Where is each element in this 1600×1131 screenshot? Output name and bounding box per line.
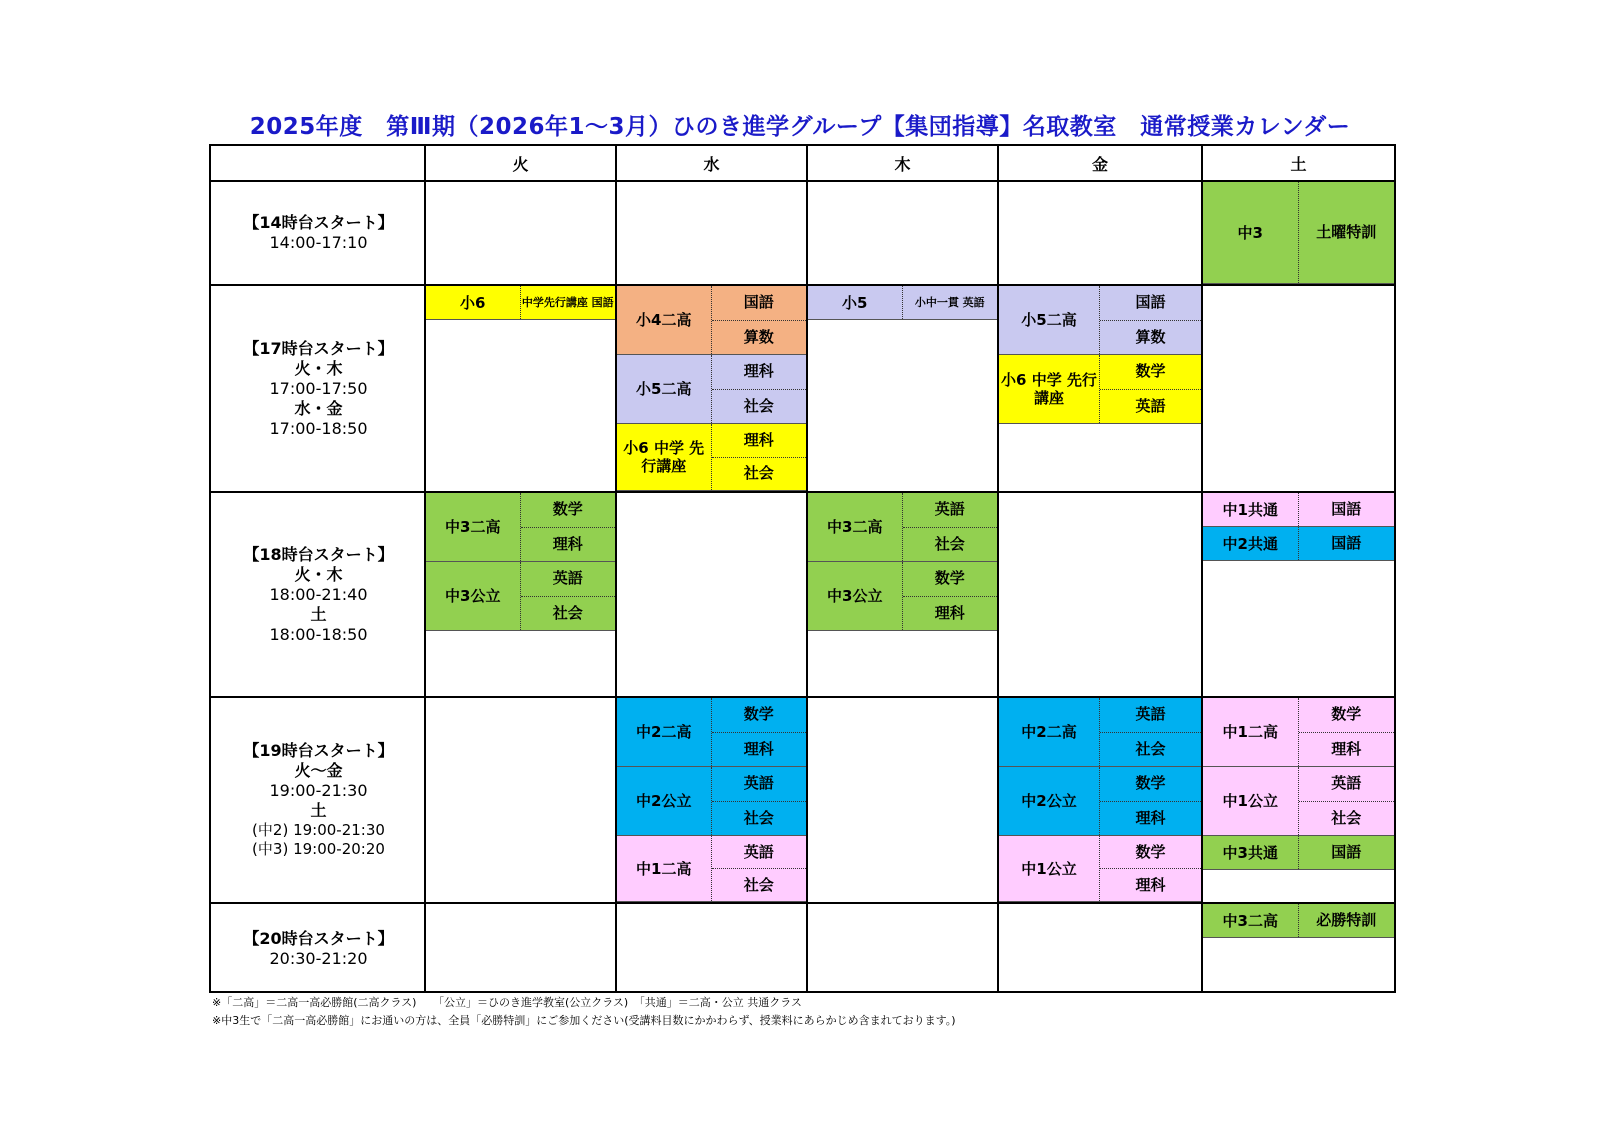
schedule-calendar [209,144,1396,993]
class-block [1203,836,1394,870]
subject-label: 英語 [1135,705,1166,724]
class-block [999,698,1201,767]
class-block [617,424,806,491]
subject-label: 理科 [743,362,774,381]
day-header-tue: 火 [512,154,529,174]
class-block [617,355,806,424]
class-block [617,767,806,836]
footnote: ※中3生で「二高一高必勝館」にお通いの方は、全員「必勝特訓」にご参加ください(受講料目数にかかわらず、授業料にあらかじめ含まれております。) [212,1014,956,1027]
slot-label: 【20時台スタート】 [243,928,394,948]
subject-label: 国語 [1135,293,1166,312]
slot-time: 17:00-18:50 [269,418,368,438]
subject-label: 英語 [743,774,774,793]
class-name: 小6 中学 先行講座 [999,355,1100,423]
class-block [999,355,1201,424]
class-block [1203,493,1394,527]
subject-label: 国語 [1331,534,1362,552]
slot-days: 土 [310,801,327,820]
footnote: ※「二高」＝二高一高必勝館(二高クラス) 「公立」＝ひのき進学教室(公立クラス) 「共通」＝二高・公立 共通クラス [212,996,802,1009]
subject-label: 英語 [934,500,965,519]
footnotes [212,994,956,1030]
class-block [808,286,997,320]
day-header-wed: 水 [703,154,720,174]
class-name: 中3公立 [808,562,903,630]
subject-label: 数学 [1135,362,1166,381]
slot-time: 14:00-17:10 [269,233,368,252]
slot-days: 土 [310,604,327,624]
slot-days: 火・木 [294,358,343,378]
class-block [617,698,806,767]
subject-label: 数学 [1135,842,1166,861]
class-block [808,493,997,562]
class-name: 中2共通 [1203,527,1299,560]
class-block [1203,527,1394,561]
slot-time: (中2) 19:00-21:30 [252,821,385,839]
subject-label: 英語 [1331,774,1362,793]
slot-time: 18:00-18:50 [269,624,368,644]
day-header-thu: 木 [894,154,911,174]
subject-label: 社会 [712,389,807,424]
subject-label: 英語 [1100,389,1201,424]
subject-label: 数学 [934,569,965,588]
subject-label: 算数 [712,320,807,355]
slot-days: 火・木 [294,564,343,584]
class-name: 小6 中学 先行講座 [617,424,712,490]
subject-label: 社会 [1100,732,1201,767]
slot-time: 17:00-17:50 [269,378,368,398]
class-name: 小5二高 [999,286,1100,354]
class-name: 中3公立 [426,562,521,630]
class-name: 中1二高 [1203,698,1299,766]
class-block [1203,767,1394,836]
slot-label: 【14時台スタート】 [243,213,394,232]
slot-time: (中3) 19:00-20:20 [252,840,385,858]
subject-label: 小中一貫 英語 [914,296,985,309]
subject-label: 社会 [712,457,807,491]
subject-label: 理科 [743,430,774,449]
class-name: 小5 [808,286,903,319]
class-name: 中3二高 [426,493,521,561]
subject-label: 理科 [1100,868,1201,901]
class-name: 中2公立 [617,767,712,835]
class-block [426,286,615,320]
class-name: 中3 [1203,182,1299,283]
day-header-fri: 金 [1091,154,1108,174]
class-block [1203,182,1394,284]
day-header-sat: 土 [1290,154,1307,174]
subject-label: 数学 [743,705,774,724]
subject-label: 国語 [1331,500,1362,518]
class-block [999,286,1201,355]
class-name: 中1共通 [1203,493,1299,526]
class-name: 中2公立 [999,767,1100,835]
slot-19 [211,698,426,902]
subject-label: 中学先行講座 国語 [521,296,614,309]
subject-label: 社会 [903,527,998,562]
class-name: 中2二高 [999,698,1100,766]
subject-label: 理科 [903,596,998,631]
slot-20 [211,904,426,993]
class-block [999,767,1201,836]
class-block [808,562,997,631]
class-name: 中1公立 [1203,767,1299,835]
subject-label: 英語 [552,569,583,588]
subject-label: 土曜特訓 [1316,223,1377,241]
subject-label: 理科 [1299,732,1395,767]
class-name: 中2二高 [617,698,712,766]
class-block [1203,698,1394,767]
slot-days: 火～金 [294,761,343,780]
subject-label: 数学 [1331,705,1362,724]
class-name: 中3二高 [808,493,903,561]
class-name: 中3共通 [1203,836,1299,869]
subject-label: 社会 [521,596,616,631]
class-block [426,562,615,631]
subject-label: 数学 [1135,774,1166,793]
subject-label: 理科 [1100,801,1201,836]
slot-17 [211,286,426,491]
class-block [617,836,806,902]
class-block [999,836,1201,902]
slot-days: 水・金 [294,398,343,418]
page-title: 2025年度 第Ⅲ期（2026年1～3月）ひのき進学グループ【集団指導】名取教室 通常授業カレンダー [249,114,1351,140]
slot-time: 20:30-21:20 [269,948,368,968]
class-name: 小5二高 [617,355,712,423]
subject-label: 国語 [1331,843,1362,861]
class-name: 小6 [426,286,521,319]
slot-label: 【17時台スタート】 [243,338,394,358]
class-name: 中1二高 [617,836,712,901]
slot-time: 18:00-21:40 [269,584,368,604]
subject-label: 国語 [743,293,774,312]
subject-label: 理科 [712,732,807,767]
subject-label: 理科 [521,527,616,562]
class-name: 中1公立 [999,836,1100,901]
slot-14 [211,182,426,284]
slot-time: 19:00-21:30 [269,781,368,800]
subject-label: 英語 [743,842,774,861]
subject-label: 算数 [1100,320,1201,355]
slot-label: 【19時台スタート】 [243,741,394,760]
class-name: 中3二高 [1203,904,1299,937]
subject-label: 数学 [552,500,583,519]
class-block [1203,904,1394,938]
subject-label: 必勝特訓 [1316,911,1377,929]
subject-label: 社会 [712,801,807,836]
class-name: 小4二高 [617,286,712,354]
slot-18 [211,493,426,696]
subject-label: 社会 [1299,801,1395,836]
class-block [617,286,806,355]
slot-label: 【18時台スタート】 [243,544,394,564]
class-block [426,493,615,562]
subject-label: 社会 [712,868,807,901]
